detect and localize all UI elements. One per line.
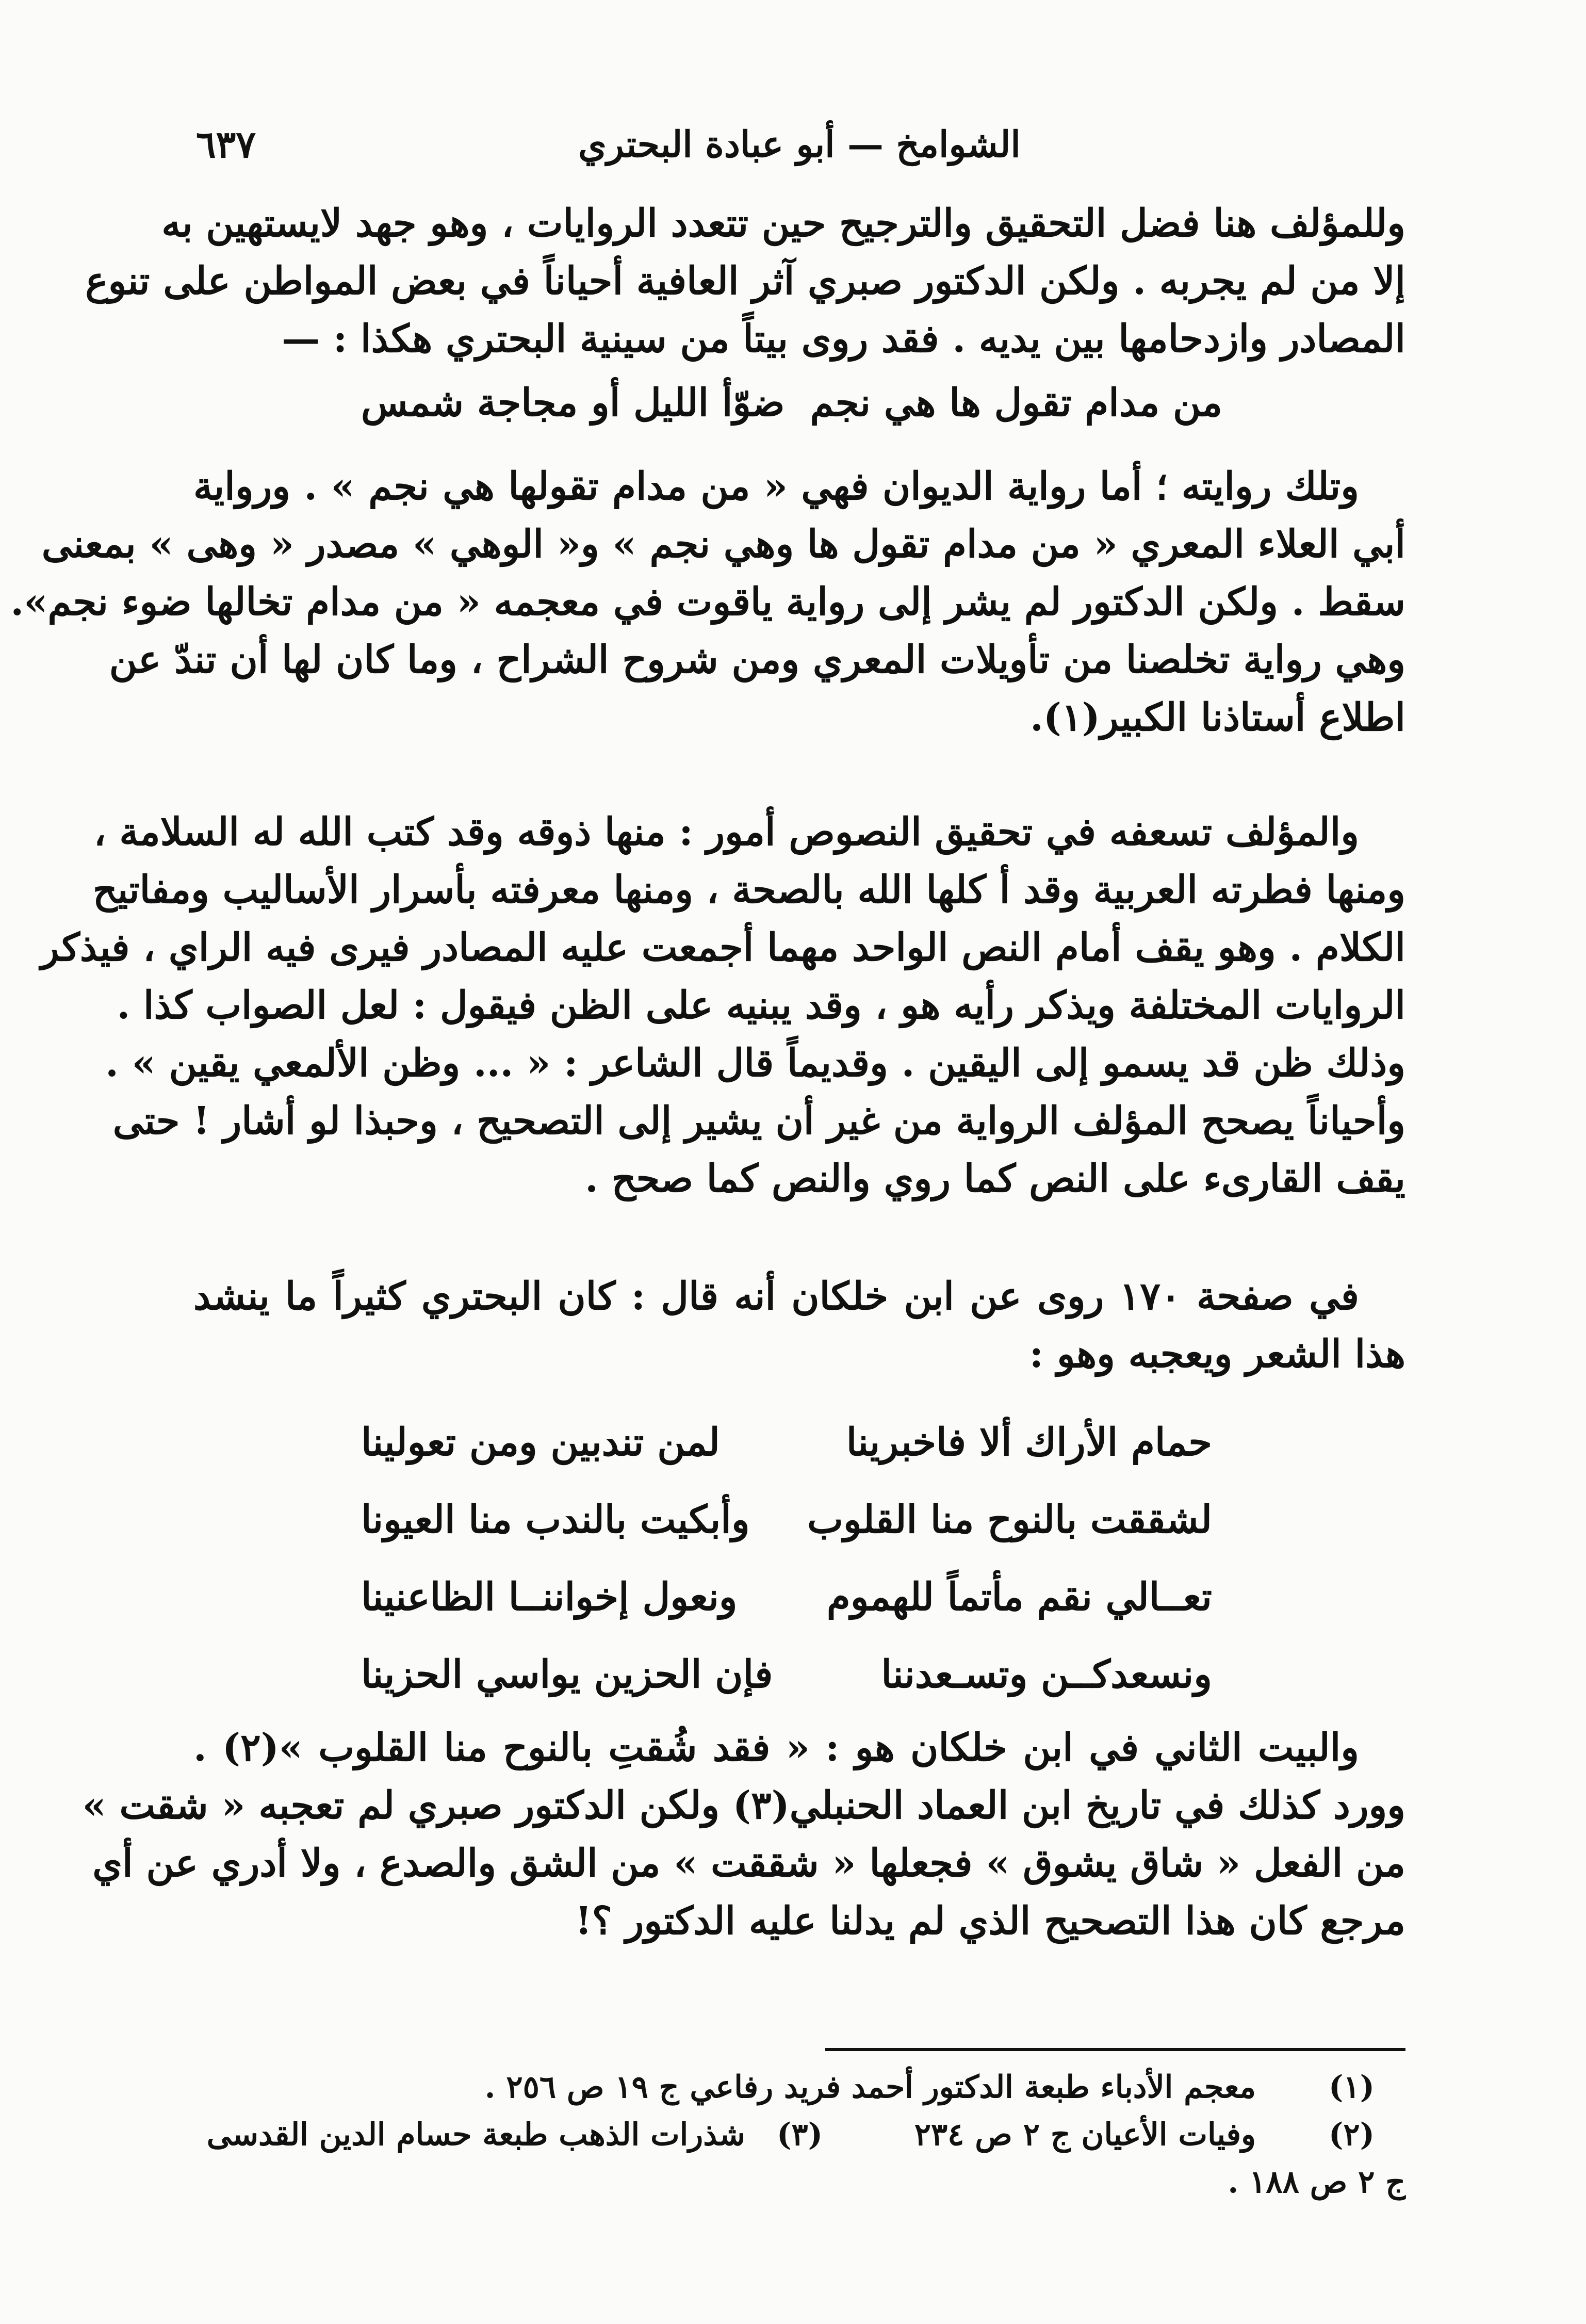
text-line: وذلك ظن قد يسمو إلى اليقين . وقديماً قال الشاعر : « ... وظن الألمعي يقين » . <box>105 1041 1405 1085</box>
verse-hemistich-first: ونسعدكــن وتسـعدننا <box>881 1652 1212 1697</box>
text-line: في صفحة ١٧٠ روى عن ابن خلكان أنه قال : كان البحتري كثيراً ما ينشد <box>193 1274 1359 1319</box>
text-line: من الفعل « شاق يشوق » فجعلها « شققت » من الشق والصدع ، ولا أدري عن أي <box>92 1841 1405 1886</box>
footnote-number: (٢) <box>1328 2117 1375 2153</box>
footnote-number: (٣) <box>776 2117 823 2153</box>
footnote-text: ج ٢ ص ١٨٨ . <box>1228 2164 1405 2200</box>
quoted-verse <box>361 374 1222 432</box>
text-line: وتلك روايته ؛ أما رواية الديوان فهي « من مدام تقولها هي نجم » . ورواية <box>193 464 1359 509</box>
verse-hemistich-second: ونعول إخواننــا الظاعنينا <box>361 1575 738 1619</box>
text-line: وللمؤلف هنا فضل التحقيق والترجيح حين تتعدد الروايات ، وهو جهد لايستهين به <box>161 201 1405 246</box>
verse-hemistich-first: تعــالي نقم مأتماً للهموم <box>826 1575 1212 1619</box>
footnote-2-3 <box>193 2111 1405 2158</box>
text-line: وأحياناً يصحح المؤلف الرواية من غير أن يشير إلى التصحيح ، وحبذا لو أشار ! حتى <box>112 1099 1405 1143</box>
text-line: والبيت الثاني في ابن خلكان هو : « فقد شُقتِ بالنوح منا القلوب »(٢) . <box>193 1726 1359 1770</box>
poem-verse-3 <box>361 1568 1212 1626</box>
poem-verse-2 <box>361 1491 1212 1549</box>
running-title: الشوامخ — أبو عبادة البحتري <box>578 123 1021 166</box>
verse-hemistich-second: وأبكيت بالندب منا العيونا <box>361 1498 750 1542</box>
paragraph-4 <box>193 1274 1405 1390</box>
text-line: هذا الشعر ويعجبه وهو : <box>1029 1332 1405 1376</box>
text-line: أبي العلاء المعري « من مدام تقول ها وهي نجم » و« الوهي » مصدر « وهى » بمعنى <box>41 522 1405 566</box>
text-line: اطلاع أستاذنا الكبير(١). <box>1030 695 1405 740</box>
text-line: والمؤلف تسعفه في تحقيق النصوص أمور : منها ذوقه وقد كتب الله له السلامة ، <box>93 810 1359 854</box>
verse-hemistich-second: فإن الحزين يواسي الحزينا <box>361 1652 773 1697</box>
footnote-text: شذرات الذهب طبعة حسام الدين القدسى <box>206 2117 745 2153</box>
paragraph-5 <box>82 1726 1405 1957</box>
text-line: الكلام . وهو يقف أمام النص الواحد مهما أجمعت عليه المصادر فيرى فيه الراي ، فيذكر <box>40 925 1405 970</box>
poem-verse-1 <box>361 1413 1212 1471</box>
text-line: يقف القارىء على النص كما روي والنص كما صحح . <box>585 1157 1405 1201</box>
paragraph-1 <box>85 201 1405 375</box>
text-line: وورد كذلك في تاريخ ابن العماد الحنبلي(٣) ولكن الدكتور صبري لم تعجبه « شقت » <box>82 1783 1405 1828</box>
footnote-divider <box>825 2048 1405 2051</box>
verse-hemistich-second: ضوّأ الليل أو مجاجة شمس <box>361 381 785 425</box>
poem-verse-4 <box>361 1646 1212 1703</box>
verse-hemistich-second: لمن تندبين ومن تعولينا <box>361 1420 720 1465</box>
text-line: ومنها فطرته العربية وقد أ كلها الله بالصحة ، ومنها معرفته بأسرار الأساليب ومفاتيح <box>92 868 1405 912</box>
paragraph-2 <box>10 464 1405 753</box>
text-line: المصادر وازدحامها بين يديه . فقد روى بيتاً من سينية البحتري هكذا : — <box>282 317 1405 361</box>
footnote-1 <box>193 2063 1405 2111</box>
footnotes <box>193 2063 1405 2206</box>
text-line: سقط . ولكن الدكتور لم يشر إلى رواية ياقوت في معجمه « من مدام تخالها ضوء نجم». <box>10 580 1405 624</box>
text-line: الروايات المختلفة ويذكر رأيه هو ، وقد يبنيه على الظن فيقول : لعل الصواب كذا . <box>117 983 1405 1028</box>
paragraph-3 <box>40 810 1405 1214</box>
footnote-text: معجم الأدباء طبعة الدكتور أحمد فريد رفاعي ج ١٩ ص ٢٥٦ . <box>484 2069 1256 2105</box>
verse-hemistich-first: لشققت بالنوح منا القلوب <box>807 1498 1212 1542</box>
page-number: ٦٣٧ <box>196 122 256 166</box>
footnote-text: وفيات الأعيان ج ٢ ص ٢٣٤ <box>914 2117 1256 2153</box>
footnote-3-continuation <box>193 2158 1405 2206</box>
footnote-number: (١) <box>1328 2069 1375 2105</box>
text-line: إلا من لم يجربه . ولكن الدكتور صبري آثر العافية أحياناً في بعض المواطن على تنوع <box>85 259 1405 303</box>
verse-hemistich-first: حمام الأراك ألا فاخبرينا <box>846 1420 1212 1465</box>
text-line: وهي رواية تخلصنا من تأويلات المعري ومن شروح الشراح ، وما كان لها أن تندّ عن <box>109 638 1405 682</box>
verse-hemistich-first: من مدام تقول ها هي نجم <box>810 381 1222 425</box>
running-header <box>196 116 1403 173</box>
text-line: مرجع كان هذا التصحيح الذي لم يدلنا عليه الدكتور ؟! <box>575 1899 1405 1943</box>
